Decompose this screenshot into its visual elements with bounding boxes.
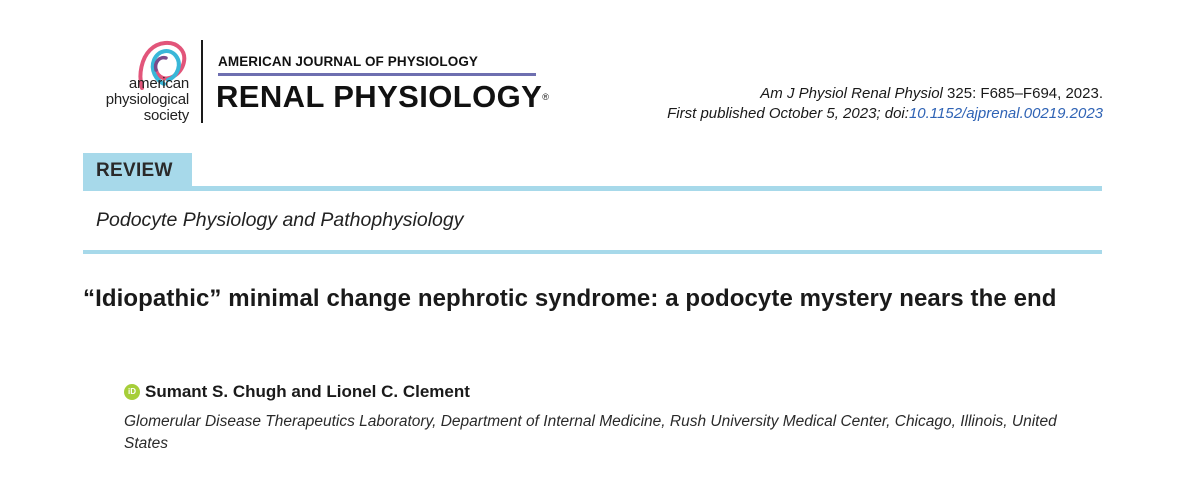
- aps-logo-line: society: [143, 107, 189, 124]
- journal-abbrev: Am J Physiol Renal Physiol: [760, 85, 943, 102]
- review-rule: [83, 186, 1102, 191]
- journal-name-text: RENAL PHYSIOLOGY: [216, 79, 543, 114]
- author-affiliation: Glomerular Disease Therapeutics Laboratory, Department of Internal Medicine, Rush University Medical Center, Chicago, Illinois, United States: [124, 413, 1057, 452]
- section-rule: [83, 250, 1102, 254]
- aps-logo-line: physiological: [105, 91, 189, 108]
- journal-series-name: AMERICAN JOURNAL OF PHYSIOLOGY: [218, 54, 479, 69]
- aps-logo-line: american: [128, 75, 189, 92]
- registered-mark: ®: [542, 92, 550, 102]
- first-published: First published October 5, 2023; doi:: [667, 105, 909, 122]
- article-title: “Idiopathic” minimal change nephrotic syndrome: a podocyte mystery nears the end: [83, 285, 1057, 312]
- citation-block: [667, 84, 1103, 124]
- article-type-label: REVIEW: [96, 160, 173, 181]
- citation-line-1: [667, 84, 1103, 104]
- aps-logo-text: [77, 76, 189, 124]
- journal-name: [216, 79, 549, 115]
- doi-link[interactable]: 10.1152/ajprenal.00219.2023: [908, 105, 1103, 122]
- article-authors: Sumant S. Chugh and Lionel C. Clement: [145, 382, 470, 401]
- journal-rule: [218, 73, 536, 76]
- orcid-icon[interactable]: iD: [124, 384, 140, 400]
- logo-divider: [201, 40, 203, 123]
- volume-pages-year: 325: F685–F694, 2023.: [942, 85, 1103, 102]
- section-title: Podocyte Physiology and Pathophysiology: [96, 209, 464, 231]
- citation-line-2: [667, 104, 1103, 124]
